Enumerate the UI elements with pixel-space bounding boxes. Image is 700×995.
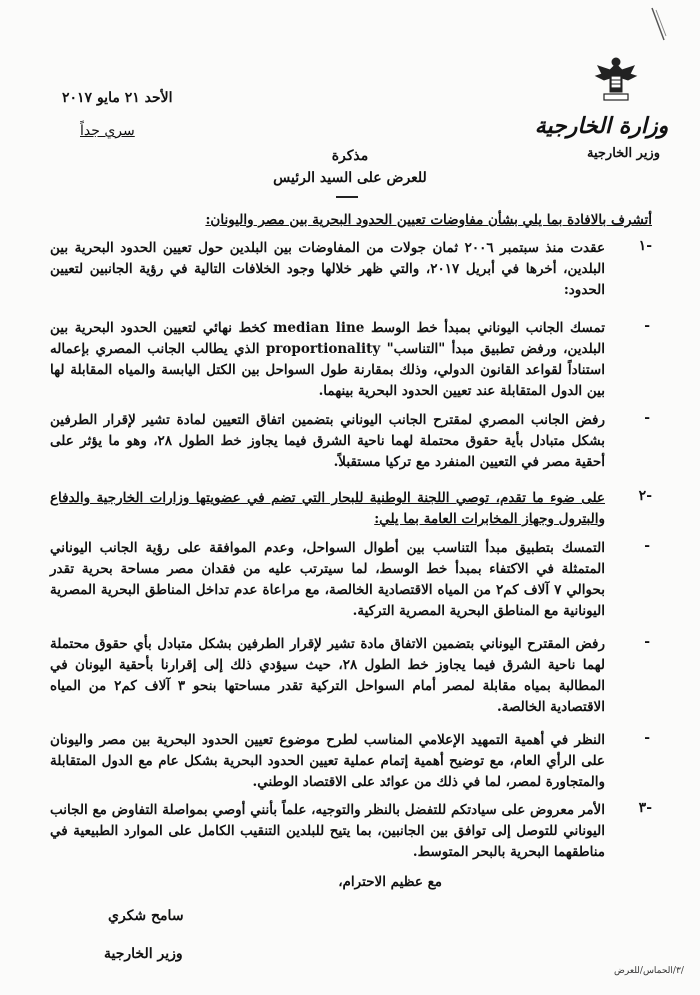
- ministry-logo: وزارة الخارجية: [534, 113, 669, 139]
- section-number: ٢-: [638, 488, 652, 504]
- memo-title: مذكرة: [331, 148, 369, 164]
- signatory-title: وزير الخارجية: [104, 946, 183, 962]
- bullet-dash: -: [644, 410, 650, 426]
- reference-code: /٣/الحماس/للعرض: [614, 966, 684, 976]
- closing-line: مع عظيم الاحترام،: [338, 874, 442, 890]
- minister-header-line: وزير الخارجية: [586, 146, 660, 161]
- bullet-dash: -: [644, 538, 650, 554]
- title-divider: [336, 196, 358, 198]
- section-bullet: رفض المقترح اليوناني بتضمين الاتفاق مادة تشير لإقرار الطرفين بشكل متبادل بأي حقوق محتملة لهما ناحية الشرق فيما يجاوز خط الطول ٢٨، حيث سيؤدي ذلك إلى إقرارنا بأحقية اليونان في المطالبة بمياه مقابلة لمصر أمام السواحل التركية تقدر مساحتها بنحو ٣ آلاف كم٢ من المياه الاقتصادية الخالصة.: [50, 636, 605, 715]
- memo-intro: أتشرف بالافادة بما يلي بشأن مفاوضات تعيين الحدود البحرية بين مصر واليونان:: [205, 212, 652, 228]
- page-corner-mark: [648, 6, 678, 44]
- section-number: ٣-: [638, 800, 652, 816]
- classification-label: سري جداً: [80, 123, 135, 139]
- section-paragraph: على ضوء ما تقدم، توصي اللجنة الوطنية للبحار التي تضم في عضويتها وزارات الخارجية والدفاع والبترول وجهاز المخابرات العامة بما يلي:: [50, 490, 605, 527]
- bullet-dash: -: [644, 318, 650, 334]
- section-bullet: النظر في أهمية التمهيد الإعلامي المناسب لطرح موضوع تعيين الحدود البحرية بين مصر واليونان على الرأي العام، مع توضيح أهمية إتمام عملية تعيين الحدود البحرية بشكل عام مع الدول المتقابلة والمتجاورة لمصر، لما في ذلك من عوائد على الاقتصاد الوطني.: [50, 732, 605, 790]
- section-paragraph: الأمر معروض على سيادتكم للتفضل بالنظر والتوجيه، علماً بأنني أوصي بمواصلة التفاوض مع الجانب اليوناني للتوصل إلى توافق بين الجانبين، بما يتيح للبلدين التنقيب الكامل على الموارد الطبيعية في مناطقهما البحرية بالبحر المتوسط.: [50, 802, 605, 860]
- memo-date: الأحد ٢١ مايو ٢٠١٧: [62, 90, 173, 106]
- eagle-emblem-icon: [590, 52, 642, 104]
- bullet-dash: -: [644, 730, 650, 746]
- section-bullet: تمسك الجانب اليوناني بمبدأ خط الوسط median line كخط نهائي لتعيين الحدود البحرية بين البلدين، ورفض تطبيق مبدأ "التناسب" proportionality الذي يطالب الجانب المصري بإعماله استناداً لقواعد القانون الدولي، وذلك بمقارنة طول السواحل بين الكتل اليابسة والمياه المقابلة لها بين الدول المتقابلة عند تعيين الحدود البحرية بينهما.: [50, 320, 606, 399]
- signatory-name: سامح شكري: [108, 908, 184, 924]
- section-bullet: التمسك بتطبيق مبدأ التناسب بين أطوال السواحل، وعدم الموافقة على رؤية الجانب اليوناني المتمثلة في الاكتفاء بمبدأ خط الوسط، لما سيترتب عليه من فقدان مصر مساحة بحرية تقدر بحوالي ٧ آلاف كم٢ من المياه الاقتصادية الخالصة، مع مراعاة عدم تداخل المناطق البحرية المصرية اليونانية مع المناطق البحرية المصرية التركية.: [50, 540, 605, 619]
- memo-subtitle: للعرض على السيد الرئيس: [273, 170, 427, 186]
- section-number: ١-: [638, 238, 652, 254]
- bullet-dash: -: [644, 634, 650, 650]
- section-bullet: رفض الجانب المصري لمقترح الجانب اليوناني بتضمين اتفاق التعيين لمادة تشير لإقرار الطرفين بشكل متبادل بأية حقوق محتملة لهما ناحية الشرق فيما يجاوز خط الطول ٢٨، وهو ما يؤثر على أحقية مصر في التعيين المنفرد مع تركيا مستقبلاً.: [50, 412, 605, 470]
- section-paragraph: عقدت منذ سبتمبر ٢٠٠٦ ثمان جولات من المفاوضات بين البلدين حول تعيين الحدود البحرية بين البلدين، أخرها في أبريل ٢٠١٧، والتي ظهر خلالها وجود الخلافات التالية في رؤية الجانبين لتعيين الحدود:: [50, 240, 606, 298]
